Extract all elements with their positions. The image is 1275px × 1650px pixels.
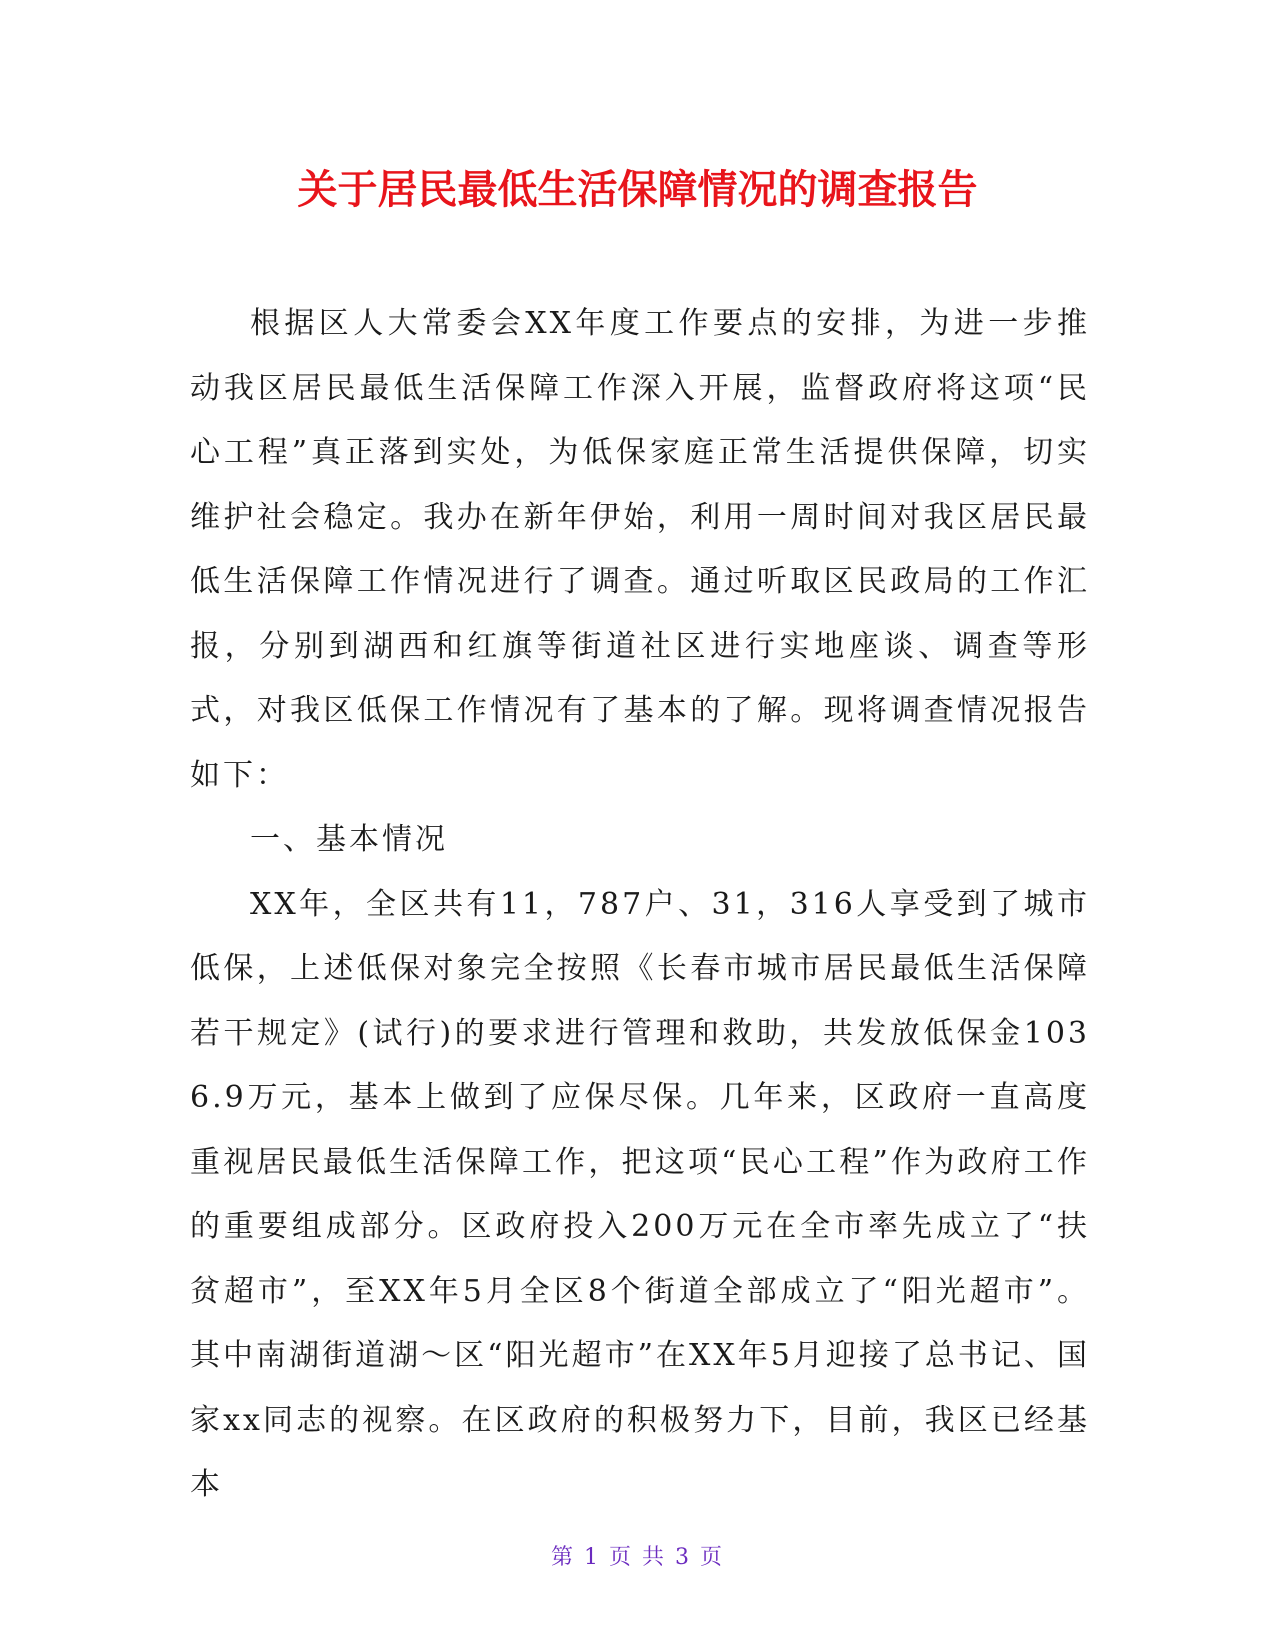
paragraph-intro: 根据区人大常委会XX年度工作要点的安排，为进一步推动我区居民最低生活保障工作深入开展，监督政府将这项“民心工程”真正落到实处，为低保家庭正常生活提供保障，切实维护社会稳定。我办在新年伊始，利用一周时间对我区居民最低生活保障工作情况进行了调查。通过听取区民政局的工作汇报，分别到湖西和红旗等街道社区进行实地座谈、调查等形式，对我区低保工作情况有了基本的了解。现将调查情况报告如下： bbox=[190, 306, 1090, 793]
paragraph-basic-situation: XX年，全区共有11，787户、31，316人享受到了城市低保，上述低保对象完全按照《长春市城市居民最低生活保障若干规定》(试行)的要求进行管理和救助，共发放低保金1036.9万元，基本上做到了应保尽保。几年来，区政府一直高度重视居民最低生活保障工作，把这项“民心工程”作为政府工作的重要组成部分。区政府投入200万元在全市率先成立了“扶贫超市”，至XX年5月全区8个街道全部成立了“阳光超市”。其中南湖街道湖～区“阳光超市”在XX年5月迎接了总书记、国家xx同志的视察。在区政府的积极努力下，目前，我区已经基本 bbox=[190, 886, 1090, 1502]
document-body bbox=[190, 292, 1090, 1518]
page-number-footer: 第 1 页 共 3 页 bbox=[551, 1545, 724, 1570]
section-heading: 一、基本情况 bbox=[250, 822, 448, 857]
document-title: 关于居民最低生活保障情况的调查报告 bbox=[297, 167, 978, 213]
